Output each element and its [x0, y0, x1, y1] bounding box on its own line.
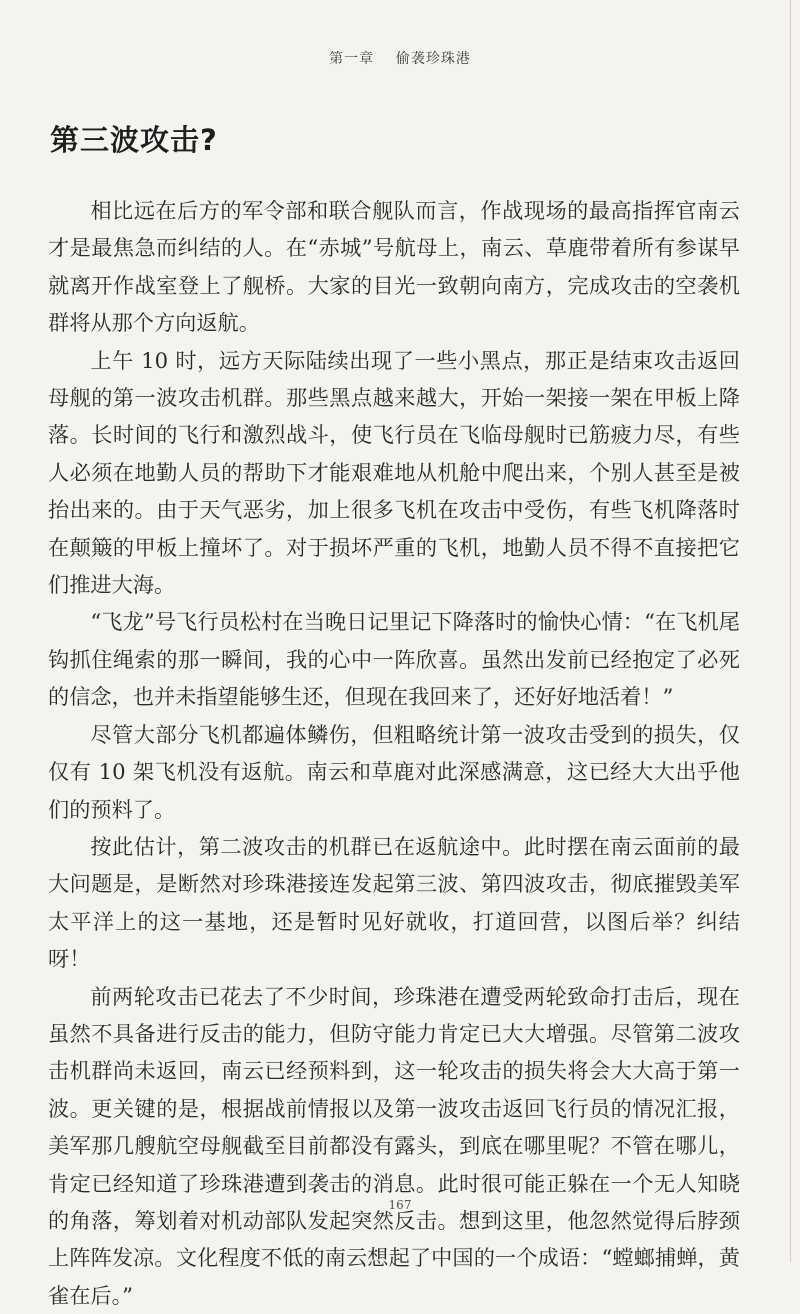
running-header: [0, 48, 800, 68]
paragraph: 按此估计，第二波攻击的机群已在返航途中。此时摆在南云面前的最大问题是，是断然对珍珠港接连发起第三波、第四波攻击，彻底摧毁美军太平洋上的这一基地，还是暂时见好就收，打道回营，以图后举？纠结呀！: [48, 833, 740, 972]
paragraph: “飞龙”号飞行员松村在当晚日记里记下降落时的愉快心情：“在飞机尾钩抓住绳索的那一瞬间，我的心中一阵欣喜。虽然出发前已经抱定了必死的信念，也并未指望能够生还，但现在我回来了，还好好地活着！”: [48, 609, 740, 710]
section-title: 第三波攻击?: [50, 123, 218, 157]
scan-crease: [790, 0, 791, 1262]
paragraph: 上午 10 时，远方天际陆续出现了一些小黑点，那正是结束攻击返回母舰的第一波攻击机群。那些黑点越来越大，开始一架接一架在甲板上降落。长时间的飞行和激烈战斗，使飞行员在飞临母舰时已筋疲力尽，有些人必须在地勤人员的帮助下才能艰难地从机舱中爬出来，个别人甚至是被抬出来的。由于天气恶劣，加上很多飞机在攻击中受伤，有些飞机降落时在颠簸的甲板上撞坏了。对于损坏严重的飞机，地勤人员不得不直接把它们推进大海。: [48, 347, 740, 598]
paragraph: 尽管大部分飞机都遍体鳞伤，但粗略统计第一波攻击受到的损失，仅仅有 10 架飞机没有返航。南云和草鹿对此深感满意，这已经大大出乎他们的预料了。: [48, 721, 740, 822]
chapter-title: 偷袭珍珠港: [395, 51, 471, 67]
paragraph: 前两轮攻击已花去了不少时间，珍珠港在遭受两轮致命打击后，现在虽然不具备进行反击的能力，但防守能力肯定已大大增强。尽管第二波攻击机群尚未返回，南云已经预料到，这一轮攻击的损失将会大大高于第一波。更关键的是，根据战前情报以及第一波攻击返回飞行员的情况汇报，美军那几艘航空母舰截至目前都没有露头，到底在哪里呢？不管在哪儿，肯定已经知道了珍珠港遭到袭击的消息。此时很可能正躲在一个无人知晓的角落，筹划着对机动部队发起突然反击。想到这里，他忽然觉得后脖颈上阵阵发凉。文化程度不低的南云想起了中国的一个成语：“螳螂捕蝉，黄雀在后。”: [48, 983, 740, 1308]
page-number: 167: [388, 1198, 412, 1212]
header-gap: [374, 51, 396, 67]
chapter-label: 第一章: [329, 51, 375, 67]
paragraph: 相比远在后方的军令部和联合舰队而言，作战现场的最高指挥官南云才是最焦急而纠结的人。在“赤城”号航母上，南云、草鹿带着所有参谋早就离开作战室登上了舰桥。大家的目光一致朝向南方，完成攻击的空袭机群将从那个方向返航。: [48, 198, 740, 336]
body-text: [48, 192, 740, 1314]
